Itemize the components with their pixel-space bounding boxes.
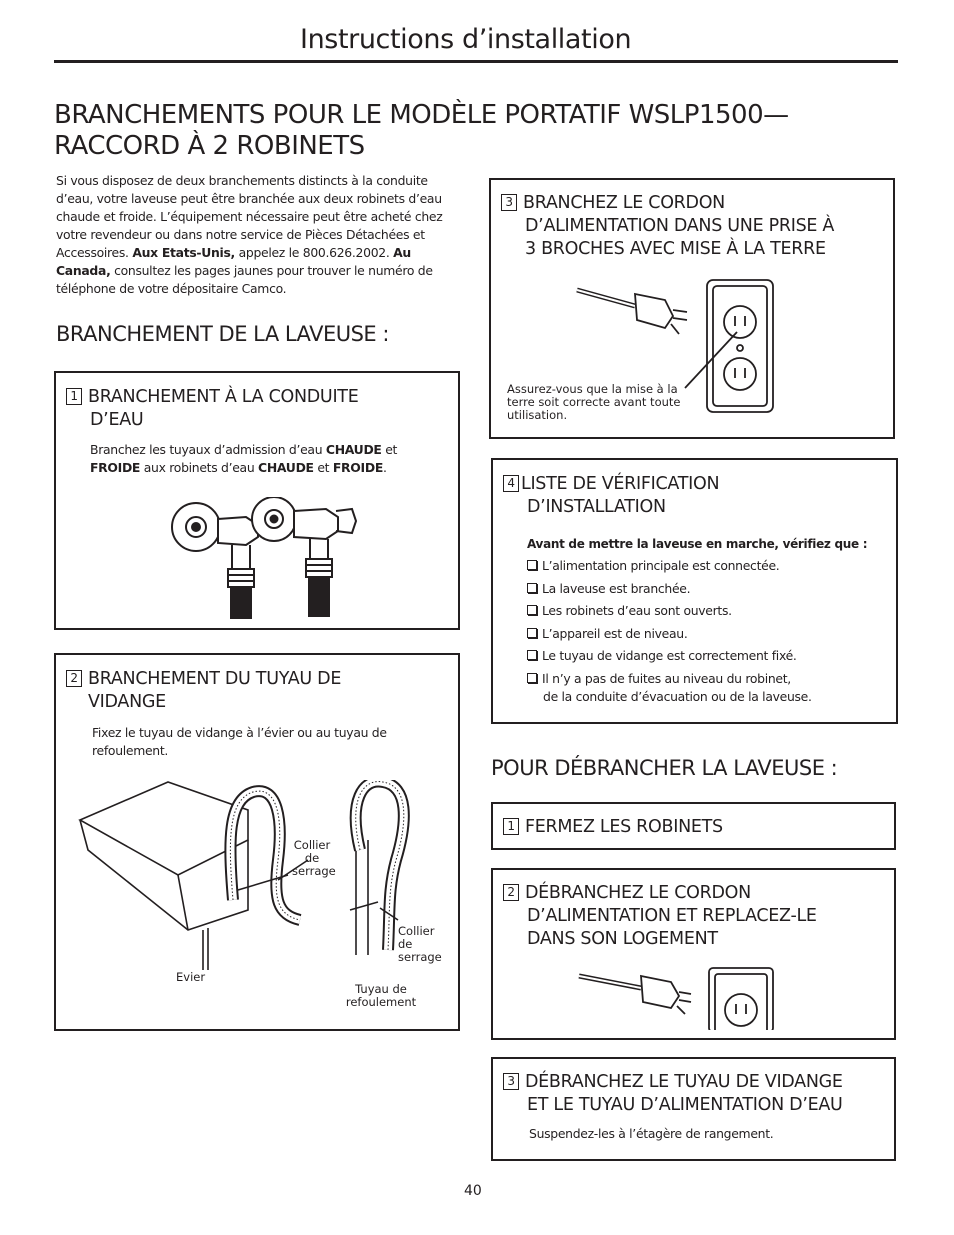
step4-title-line1: LISTE DE VÉRIFICATION [521,474,720,494]
disconnect-step2-title [503,882,883,951]
step3-title [501,192,881,261]
install-checklist [527,557,887,710]
step1-water-connection-box [54,371,460,630]
checklist-item-text: La laveuse est branchée. [542,580,691,596]
checklist-item-text: L’alimentation principale est connectée. [542,558,780,573]
disconnect-step3-number: 3 [503,1073,519,1090]
drain-hose-illustration [78,780,448,980]
step1-cold-label: FROIDE [90,460,141,475]
step2-title-line2: VIDANGE [88,692,166,712]
checklist-item [527,670,887,706]
disconnect-step2-box [491,868,896,1040]
step1-hot-label: CHAUDE [325,442,382,457]
step1-title-line1: BRANCHEMENT À LA CONDUITE [88,387,359,407]
step3-title-line3: 3 BROCHES AVEC MISE À LA TERRE [525,239,826,259]
step1-title [66,386,446,432]
disconnect-step3-box [491,1057,896,1161]
checklist-item-text: L’appareil est de niveau. [542,625,688,641]
step1-body [90,441,440,477]
disconnect-step3-title-line1: DÉBRANCHEZ LE TUYAU DE VIDANGE [525,1072,843,1092]
checklist-item [527,647,887,665]
step1-body-c: aux robinets d’eau [140,460,259,475]
disconnect-step1-title [503,816,723,839]
intro-ca-label: Au Canada, [56,245,411,278]
step2-body: Fixez le tuyau de vidange à l’évier ou au tuyau de refoulement. [92,725,387,758]
unplug-illustration [577,964,777,1030]
intro-text-b: appelez le 800.626.2002. [234,245,394,260]
checklist-item-text: Le tuyau de vidange est correctement fixé. [542,648,797,663]
page-header-title: Instructions d’installation [300,24,632,55]
step4-title-line2: D’INSTALLATION [527,497,666,517]
main-title [54,100,914,162]
clamp-label-1: Collier de serrage [292,838,336,878]
disconnect-step1-title-text: FERMEZ LES ROBINETS [525,817,723,837]
checklist-item [527,625,887,643]
checklist-item-text: Il n’y a pas de fuites au niveau du robinet, [542,670,791,686]
checklist-item [527,557,887,575]
main-title-line1: BRANCHEMENTS POUR LE MODÈLE PORTATIF WSLP1500— [54,100,789,130]
step3-title-line2: D’ALIMENTATION DANS UNE PRISE À [525,216,835,236]
checkbox-icon [527,583,537,593]
clamp-label-2: Collier de serrage [398,924,442,964]
step1-body-b: et [381,442,398,457]
disconnect-step2-title-line1: DÉBRANCHEZ LE CORDON [525,883,751,903]
standpipe-label: Tuyau de refoulement [345,982,417,1009]
disconnect-step1-box [491,802,896,850]
intro-text-a: Si vous disposez de deux branchements distincts à la conduite d’eau, votre laveuse peut être branchée aux deux robinets d’eau chaude et froide. L’équipement nécessaire peut être acheté chez votre revendeur ou dans notre service de Pièces Détachées et Accessoires. [56,173,443,260]
faucets-illustration [166,497,366,621]
step3-grounding-note: Assurez-vous que la mise à la terre soit correcte avant toute utilisation. [507,382,681,422]
step2-title [66,668,446,714]
connect-section-heading: BRANCHEMENT DE LA LAVEUSE : [56,322,389,346]
step1-body-a: Branchez les tuyaux d’admission d’eau [90,442,326,457]
sink-label: Evier [176,970,206,984]
checkbox-icon [527,605,537,615]
header-divider [54,60,898,63]
step4-number: 4 [503,475,519,492]
disconnect-step3-title [503,1071,888,1117]
step2-number: 2 [66,670,82,687]
step3-power-cord-box [489,178,895,439]
checkbox-icon [527,628,537,638]
intro-paragraph [56,172,466,298]
checkbox-icon [527,560,537,570]
step3-title-line1: BRANCHEZ LE CORDON [523,193,725,213]
step1-hot-label-2: CHAUDE [258,460,314,475]
intro-text-c: consultez les pages jaunes pour trouver le numéro de téléphone de votre dépositaire Camco. [56,263,433,296]
step3-number: 3 [501,194,517,211]
disconnect-step1-number: 1 [503,818,519,835]
checkbox-icon [527,650,537,660]
checklist-item-text-cont: de la conduite d’évacuation ou de la laveuse. [543,688,812,704]
step1-cold-label-2: FROIDE [332,460,383,475]
disconnect-step2-title-line3: DANS SON LOGEMENT [527,929,718,949]
disconnect-step3-title-line2: ET LE TUYAU D’ALIMENTATION D’EAU [527,1095,843,1115]
checkbox-icon [527,673,537,683]
disconnect-step3-body: Suspendez-les à l’étagère de rangement. [529,1126,774,1141]
step4-lead: Avant de mettre la laveuse en marche, vérifiez que : [527,537,868,551]
checklist-item [527,602,887,620]
disconnect-section-heading: POUR DÉBRANCHER LA LAVEUSE : [491,756,838,780]
step4-title [503,473,883,519]
intro-us-label: Aux Etats-Unis, [132,245,235,260]
step1-body-e: . [383,460,387,475]
disconnect-step2-number: 2 [503,884,519,901]
page-number: 40 [464,1183,482,1199]
checklist-item-text: Les robinets d’eau sont ouverts. [542,603,732,618]
step4-checklist-box [491,458,898,724]
disconnect-step2-title-line2: D’ALIMENTATION ET REPLACEZ-LE [527,906,817,926]
step1-number: 1 [66,388,82,405]
step1-title-line2: D’EAU [90,410,144,430]
step2-title-line1: BRANCHEMENT DU TUYAU DE [88,669,342,689]
checklist-item [527,580,887,598]
main-title-line2: RACCORD À 2 ROBINETS [54,131,365,161]
step2-drain-hose-box [54,653,460,1031]
step1-body-d: et [313,460,333,475]
